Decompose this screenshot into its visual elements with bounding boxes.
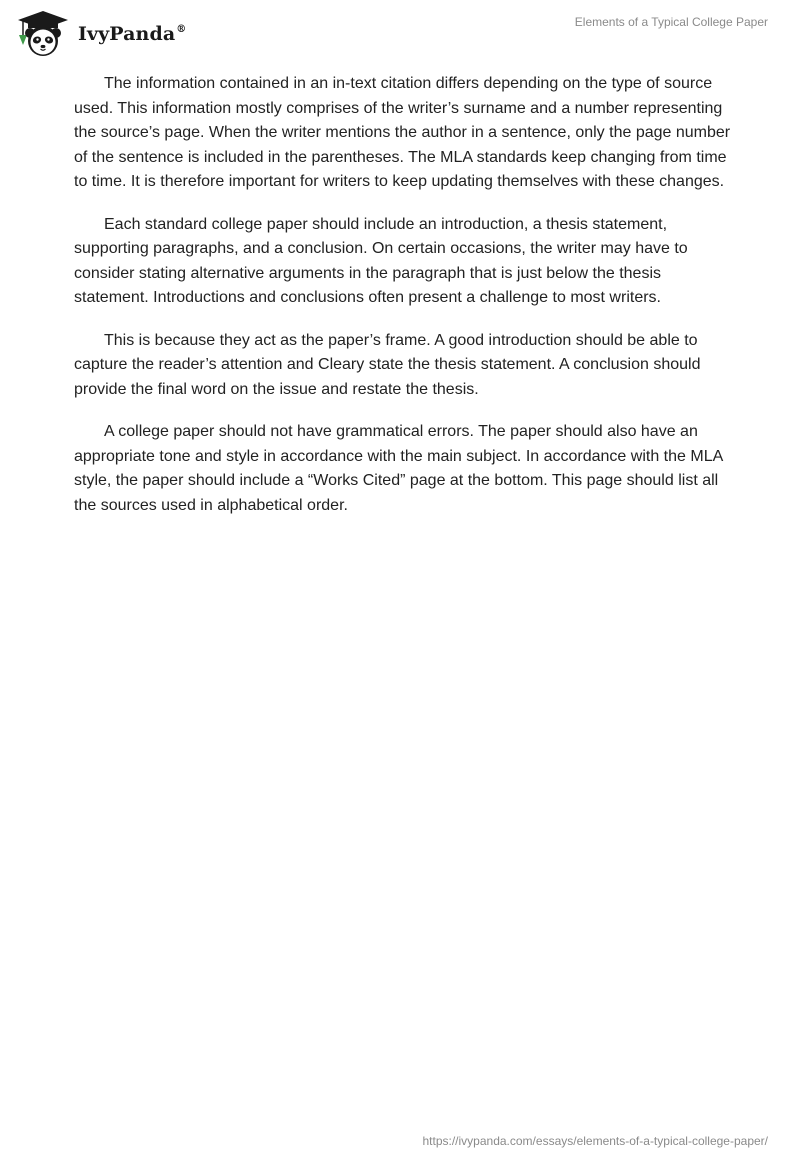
brand-name (78, 23, 186, 45)
document-title: Elements of a Typical College Paper (574, 15, 768, 29)
ivypanda-logo[interactable] (14, 9, 186, 57)
registered-mark: ® (176, 24, 187, 35)
paragraph: A college paper should not have grammatical errors. The paper should also have an appropriate tone and style in accordance with the main subject. In accordance with the MLA style, the paper should include a “Works Cited” page at the bottom. This page should list all the sources used in alphabetical order. (74, 423, 723, 514)
brand-name-text: IvyPanda (78, 23, 176, 45)
paragraph: The information contained in an in-text citation differs depending on the type of source used. This information mostly comprises of the writer’s surname and a number representing the source’s page. When the writer mentions the author in a sentence, only the page number of the sentence is included in the parentheses. The MLA standards keep changing from time to time. It is therefore important for writers to keep updating themselves with these changes. (74, 75, 731, 190)
source-url[interactable]: https://ivypanda.com/essays/elements-of-a-typical-college-paper/ (422, 1134, 768, 1148)
paragraph: Each standard college paper should include an introduction, a thesis statement, supporting paragraphs, and a conclusion. On certain occasions, the writer may have to consider stating alternative arguments in the paragraph that is just below the thesis statement. Introductions and conclusions often present a challenge to most writers. (74, 215, 688, 306)
page-header (0, 0, 800, 62)
paragraph: This is because they act as the paper’s frame. A good introduction should be able to capture the reader’s attention and Cleary state the thesis statement. A conclusion should provide the final word on the issue and restate the thesis. (74, 331, 701, 398)
essay-body (74, 72, 734, 536)
panda-graduation-cap-icon (14, 9, 72, 57)
